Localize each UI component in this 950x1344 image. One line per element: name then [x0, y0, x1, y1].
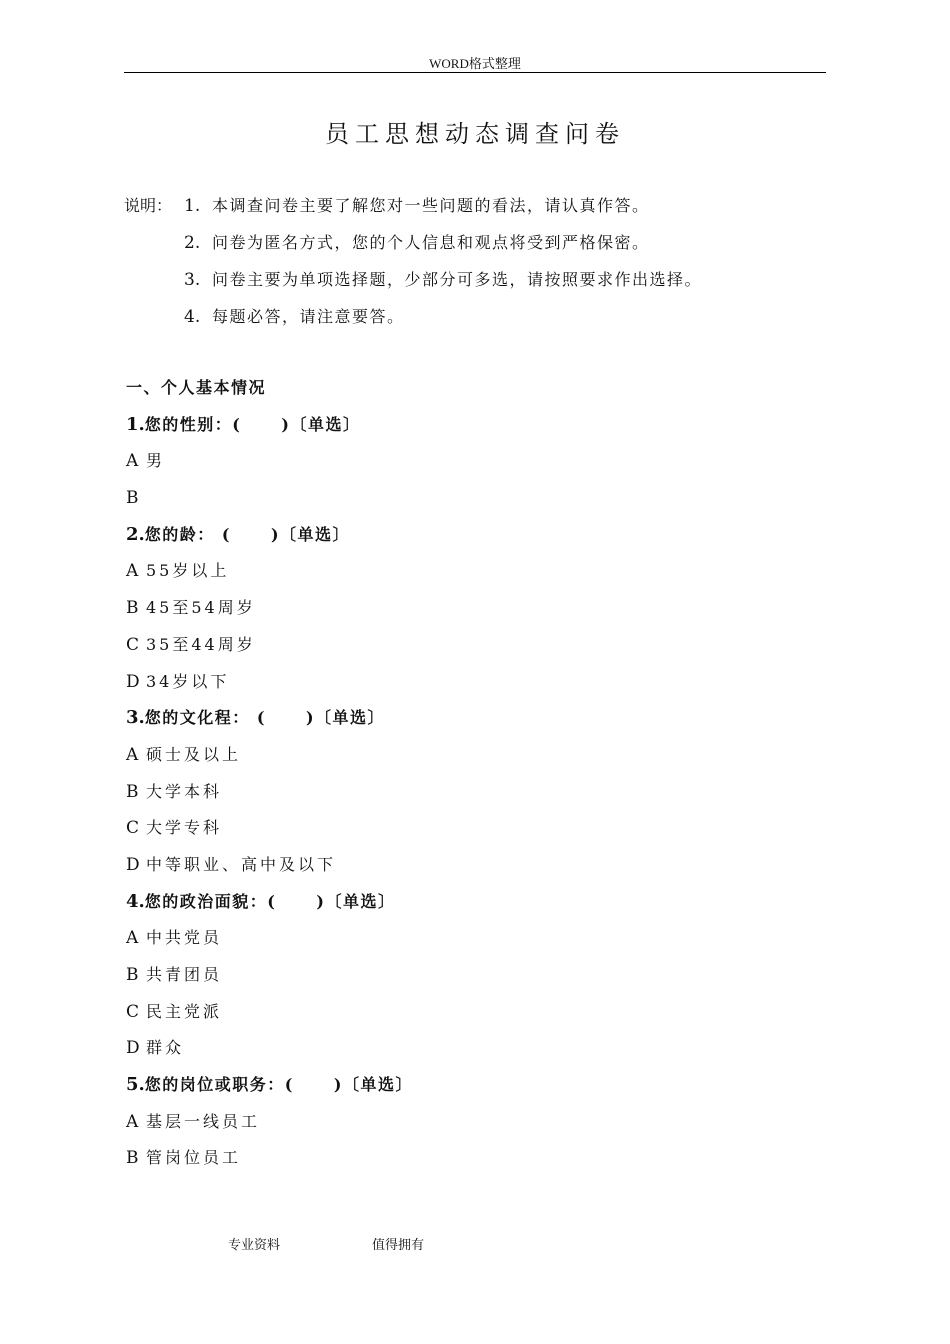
- option-2c: [126, 630, 826, 667]
- instructions-label: 说明：: [124, 196, 173, 215]
- option-letter: C: [126, 634, 140, 655]
- question-number: 4.: [126, 890, 145, 912]
- option-text: 中等职业、高中及以下: [146, 854, 337, 874]
- option-4a: [126, 923, 826, 960]
- option-3b: [126, 777, 826, 814]
- question-text: 您的岗位或职务：(: [144, 1075, 294, 1095]
- footer-left: 专业资料: [228, 1237, 281, 1252]
- instruction-text: 每题必答，请注意要答。: [212, 307, 405, 326]
- option-text: 34岁以下: [146, 671, 230, 691]
- instruction-item-4: [124, 304, 826, 341]
- option-letter: C: [126, 818, 140, 839]
- option-text: 基层一线员工: [146, 1111, 261, 1131]
- option-text: 民主党派: [146, 1001, 223, 1021]
- option-letter: A: [126, 561, 139, 582]
- instruction-item-2: [124, 230, 826, 267]
- instruction-number: 3.: [184, 270, 201, 290]
- instruction-item-1: [124, 193, 826, 230]
- footer-right: 值得拥有: [372, 1237, 425, 1252]
- question-number: 5.: [126, 1074, 145, 1096]
- option-text: 大学本科: [146, 781, 223, 801]
- option-letter: B: [126, 781, 139, 802]
- question-5: [126, 1070, 826, 1107]
- question-type: )〔单选〕: [333, 1075, 413, 1095]
- survey-body: [126, 373, 826, 1180]
- option-2d: [126, 667, 826, 704]
- question-type: )〔单选〕: [281, 414, 361, 434]
- instruction-number: 4.: [184, 307, 201, 327]
- header-rule: [124, 72, 826, 73]
- question-3: [126, 703, 826, 740]
- option-1b: [126, 483, 826, 520]
- instruction-number: 2.: [184, 233, 201, 253]
- section-title: 一、个人基本情况: [126, 378, 267, 397]
- instruction-item-3: [124, 267, 826, 304]
- question-text: 您的龄： (: [144, 524, 231, 544]
- option-4b: [126, 960, 826, 997]
- question-1: [126, 410, 826, 447]
- question-type: )〔单选〕: [316, 891, 396, 911]
- option-letter: B: [126, 965, 139, 985]
- option-letter: D: [126, 854, 140, 875]
- option-text: 硕士及以上: [146, 744, 242, 764]
- option-3a: [126, 740, 826, 777]
- option-text: 共青团员: [146, 965, 223, 984]
- option-letter: A: [126, 744, 139, 765]
- option-2a: [126, 556, 826, 593]
- option-letter: C: [126, 1001, 140, 1022]
- option-4c: [126, 997, 826, 1034]
- document-title: 员工思想动态调查问卷: [325, 120, 625, 148]
- question-4: [126, 887, 826, 924]
- instruction-text: 问卷为匿名方式，您的个人信息和观点将受到严格保密。: [212, 233, 650, 252]
- question-number: 1.: [126, 413, 145, 435]
- option-letter: D: [126, 671, 140, 692]
- question-number: 2.: [126, 523, 145, 545]
- option-letter: B: [126, 598, 139, 619]
- option-text: 35至44周岁: [146, 634, 256, 654]
- option-letter: D: [126, 1038, 140, 1059]
- option-5a: [126, 1107, 826, 1144]
- instruction-text: 问卷主要为单项选择题，少部分可多选，请按照要求作出选择。: [212, 270, 703, 289]
- instructions-block: [124, 193, 826, 341]
- option-text: 管岗位员工: [146, 1148, 242, 1168]
- option-3d: [126, 850, 826, 887]
- option-text: 群众: [146, 1038, 185, 1058]
- question-2: [126, 520, 826, 557]
- option-5b: [126, 1143, 826, 1180]
- option-2b: [126, 593, 826, 630]
- option-3c: [126, 813, 826, 850]
- option-letter: A: [126, 928, 139, 949]
- option-4d: [126, 1033, 826, 1070]
- page-header: WORD格式整理: [429, 56, 521, 71]
- question-type: )〔单选〕: [270, 524, 351, 544]
- question-type: )〔单选〕: [305, 708, 386, 728]
- option-text: 中共党员: [146, 928, 223, 948]
- instruction-text: 本调查问卷主要了解您对一些问题的看法，请认真作答。: [212, 196, 650, 215]
- option-letter: A: [126, 451, 139, 472]
- option-1a: [126, 446, 826, 483]
- option-letter: A: [126, 1111, 139, 1132]
- instruction-number: 1.: [184, 196, 201, 216]
- question-text: 您的政治面貌：(: [144, 891, 277, 911]
- option-letter: B: [126, 1148, 139, 1169]
- option-text: 男: [146, 451, 166, 471]
- question-number: 3.: [126, 707, 145, 729]
- option-text: 55岁以上: [146, 561, 230, 581]
- option-text: 45至54周岁: [146, 598, 256, 618]
- question-text: 您的文化程： (: [144, 708, 266, 728]
- option-letter: B: [126, 488, 139, 509]
- question-text: 您的性别：(: [144, 414, 242, 434]
- option-text: 大学专科: [146, 818, 223, 838]
